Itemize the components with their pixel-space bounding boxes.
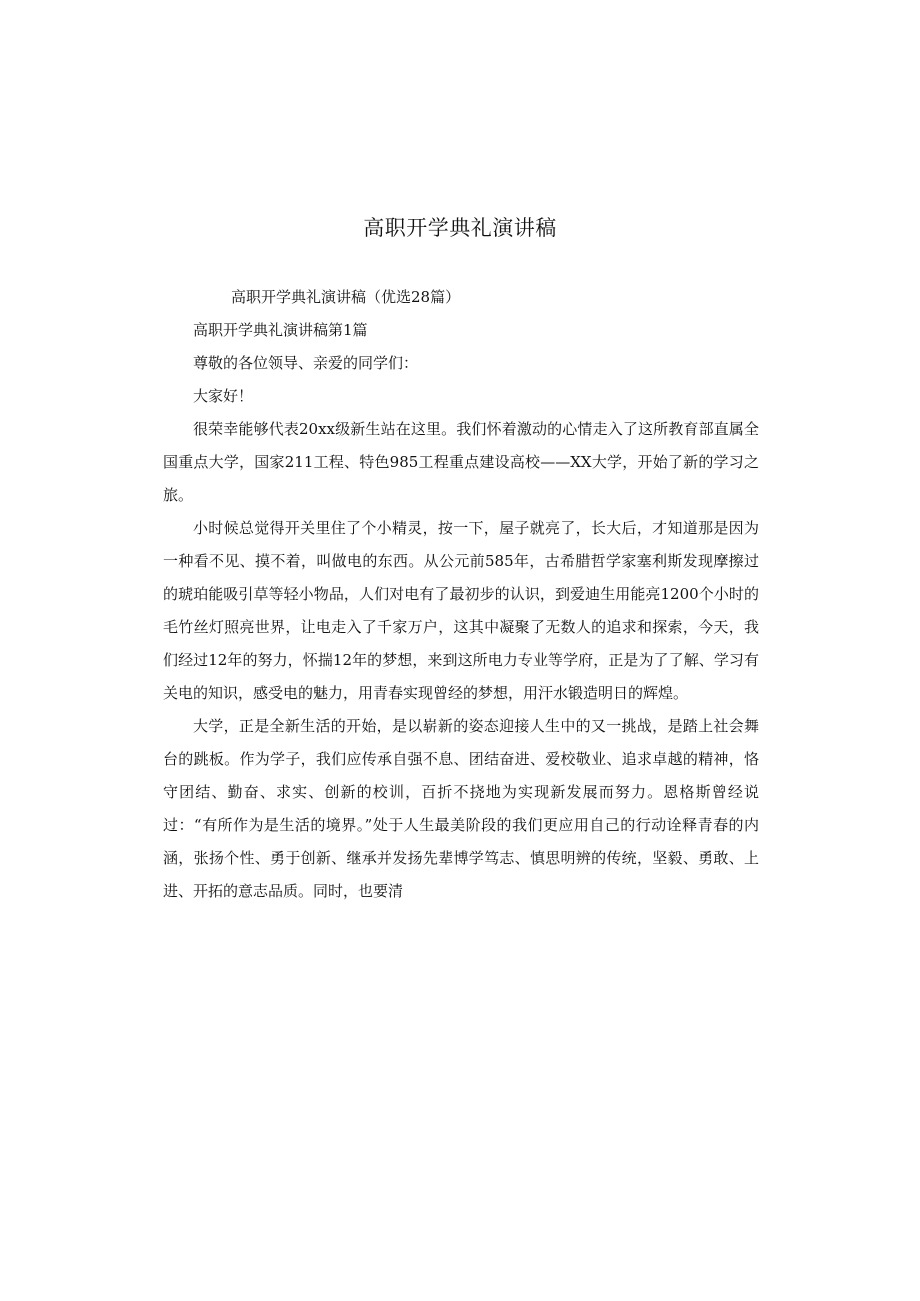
- body-paragraph: 大学，正是全新生活的开始，是以崭新的姿态迎接人生中的又一挑战，是踏上社会舞台的跳板。作为学子，我们应传承自强不息、团结奋进、爱校敬业、追求卓越的精神，恪守团结、勤奋、求实、创新的校训，百折不挠地为实现新发展而努力。恩格斯曾经说过：“有所作为是生活的境界。”处于人生最美阶段的我们更应用自己的行动诠释青春的内涵，张扬个性、勇于创新、继承并发扬先辈博学笃志、慎思明辨的传统，坚毅、勇敢、上进、开拓的意志品质。同时，也要清: [163, 717, 759, 900]
- document-body: [163, 281, 759, 908]
- body-paragraph: 小时候总觉得开关里住了个小精灵，按一下，屋子就亮了，长大后，才知道那是因为一种看不见、摸不着，叫做电的东西。从公元前585年，古希腊哲学家塞利斯发现摩擦过的琥珀能吸引草等轻小物品，人们对电有了最初步的认识，到爱迪生用能亮1200个小时的毛竹丝灯照亮世界，让电走入了千家万户，这其中凝聚了无数人的追求和探索，今天，我们经过12年的努力，怀揣12年的梦想，来到这所电力专业等学府，正是为了了解、学习有关电的知识，感受电的魅力，用青春实现曾经的梦想，用汗水锻造明日的辉煌。: [163, 519, 759, 702]
- greeting-paragraph: 大家好！: [193, 387, 254, 405]
- section-heading: 高职开学典礼演讲稿第1篇: [193, 321, 368, 339]
- body-paragraph: 很荣幸能够代表20xx级新生站在这里。我们怀着激动的心情走入了这所教育部直属全国重点大学，国家211工程、特色985工程重点建设高校——XX大学，开始了新的学习之旅。: [163, 420, 759, 504]
- document-title: 高职开学典礼演讲稿: [363, 216, 557, 240]
- document-subtitle: 高职开学典礼演讲稿（优选28篇）: [231, 288, 461, 306]
- salutation-paragraph: 尊敬的各位领导、亲爱的同学们：: [193, 354, 419, 372]
